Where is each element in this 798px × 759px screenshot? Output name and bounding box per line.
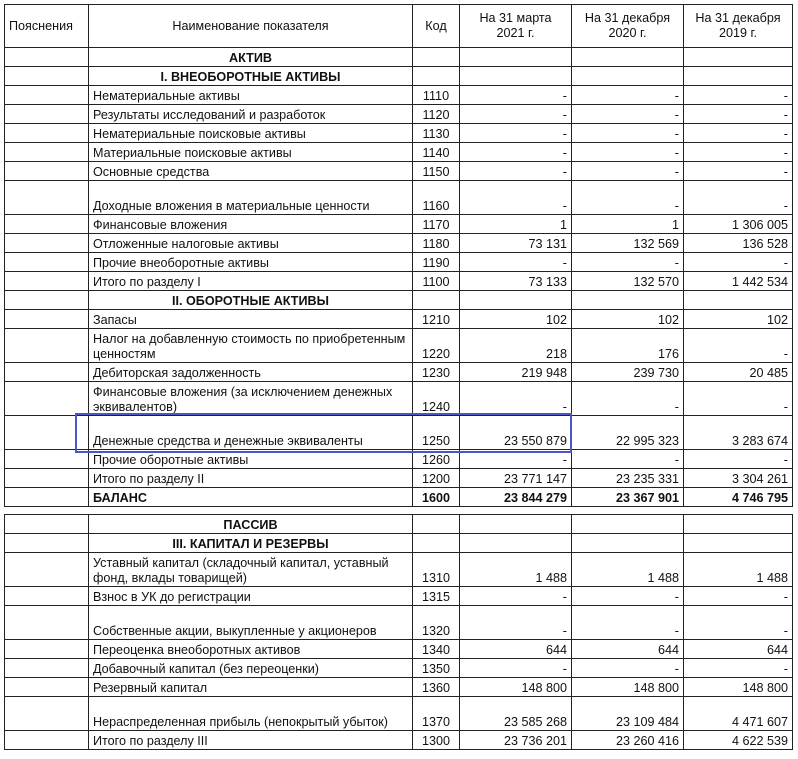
value-2021-03: 102 — [460, 310, 572, 329]
value-2020-12: - — [572, 181, 684, 215]
value-2019-12: - — [684, 587, 793, 606]
section2-title: II. ОБОРОТНЫЕ АКТИВЫ — [89, 291, 413, 310]
indicator-code: 1100 — [413, 272, 460, 291]
value-2021-03: - — [460, 124, 572, 143]
notes-cell — [5, 382, 89, 416]
table-row — [5, 181, 793, 215]
value-2019-12: - — [684, 606, 793, 640]
value-2021-03: - — [460, 253, 572, 272]
indicator-name: Материальные поисковые активы — [89, 143, 413, 162]
liability-section — [5, 515, 793, 750]
section1-title: I. ВНЕОБОРОТНЫЕ АКТИВЫ — [89, 67, 413, 86]
indicator-code: 1240 — [413, 382, 460, 416]
indicator-code: 1260 — [413, 450, 460, 469]
indicator-name: Итого по разделу I — [89, 272, 413, 291]
indicator-code: 1230 — [413, 363, 460, 382]
table-row — [5, 659, 793, 678]
notes-cell — [5, 162, 89, 181]
indicator-name: Финансовые вложения — [89, 215, 413, 234]
value-2020-12: 148 800 — [572, 678, 684, 697]
indicator-code: 1120 — [413, 105, 460, 124]
table-row — [5, 731, 793, 750]
value-2020-12: 102 — [572, 310, 684, 329]
header-notes: Пояснения — [5, 5, 89, 48]
value-2019-12: - — [684, 659, 793, 678]
value-2019-12: 148 800 — [684, 678, 793, 697]
indicator-name: Прочие оборотные активы — [89, 450, 413, 469]
header-col1: На 31 марта 2021 г. — [460, 5, 572, 48]
indicator-name: Резервный капитал — [89, 678, 413, 697]
table-row — [5, 215, 793, 234]
value-2020-12: 132 570 — [572, 272, 684, 291]
value-2019-12: 3 304 261 — [684, 469, 793, 488]
value-2019-12: 4 746 795 — [684, 488, 793, 507]
value-2021-03: 73 131 — [460, 234, 572, 253]
value-2021-03: 23 771 147 — [460, 469, 572, 488]
indicator-code: 1190 — [413, 253, 460, 272]
indicator-code: 1220 — [413, 329, 460, 363]
indicator-name: Основные средства — [89, 162, 413, 181]
value-2019-12: - — [684, 86, 793, 105]
notes-cell — [5, 215, 89, 234]
notes-cell — [5, 469, 89, 488]
value-2019-12: - — [684, 253, 793, 272]
value-2019-12: 3 283 674 — [684, 416, 793, 450]
value-2019-12: 1 306 005 — [684, 215, 793, 234]
table-row — [5, 606, 793, 640]
value-2020-12: - — [572, 659, 684, 678]
value-2021-03: 148 800 — [460, 678, 572, 697]
table-row — [5, 143, 793, 162]
value-2020-12: 1 — [572, 215, 684, 234]
indicator-code: 1320 — [413, 606, 460, 640]
notes-cell — [5, 553, 89, 587]
value-2021-03: 644 — [460, 640, 572, 659]
header-name: Наименование показателя — [89, 5, 413, 48]
notes-cell — [5, 86, 89, 105]
indicator-name: Запасы — [89, 310, 413, 329]
indicator-name: Итого по разделу III — [89, 731, 413, 750]
indicator-code: 1300 — [413, 731, 460, 750]
value-2020-12: - — [572, 105, 684, 124]
value-2020-12: 1 488 — [572, 553, 684, 587]
balance-table — [4, 4, 793, 507]
value-2019-12: 644 — [684, 640, 793, 659]
value-2020-12: 644 — [572, 640, 684, 659]
value-2021-03: 218 — [460, 329, 572, 363]
notes-cell — [5, 450, 89, 469]
liability-title: ПАССИВ — [89, 515, 413, 534]
value-2020-12: - — [572, 450, 684, 469]
indicator-name: Нематериальные активы — [89, 86, 413, 105]
value-2021-03: 1 488 — [460, 553, 572, 587]
indicator-name: Добавочный капитал (без переоценки) — [89, 659, 413, 678]
indicator-code: 1210 — [413, 310, 460, 329]
notes-cell — [5, 124, 89, 143]
asset-title: АКТИВ — [89, 48, 413, 67]
value-2021-03: 23 736 201 — [460, 731, 572, 750]
indicator-name: БАЛАНС — [89, 488, 413, 507]
value-2020-12: 239 730 — [572, 363, 684, 382]
header-col3: На 31 декабря 2019 г. — [684, 5, 793, 48]
value-2019-12: 1 488 — [684, 553, 793, 587]
table-row — [5, 587, 793, 606]
value-2020-12: - — [572, 86, 684, 105]
value-2021-03: - — [460, 181, 572, 215]
indicator-name: Нераспределенная прибыль (непокрытый убыток) — [89, 697, 413, 731]
indicator-code: 1180 — [413, 234, 460, 253]
indicator-code: 1250 — [413, 416, 460, 450]
value-2019-12: - — [684, 450, 793, 469]
indicator-name: Доходные вложения в материальные ценности — [89, 181, 413, 215]
notes-cell — [5, 310, 89, 329]
table-row — [5, 329, 793, 363]
value-2020-12: - — [572, 162, 684, 181]
table-row — [5, 553, 793, 587]
table-row — [5, 416, 793, 450]
section2-title-row — [5, 291, 793, 310]
value-2020-12: 23 235 331 — [572, 469, 684, 488]
asset-title-row — [5, 48, 793, 67]
notes-cell — [5, 329, 89, 363]
table-row — [5, 162, 793, 181]
value-2019-12: - — [684, 105, 793, 124]
value-2021-03: 219 948 — [460, 363, 572, 382]
value-2019-12: 102 — [684, 310, 793, 329]
indicator-name: Результаты исследований и разработок — [89, 105, 413, 124]
value-2020-12: - — [572, 143, 684, 162]
indicator-name: Прочие внеоборотные активы — [89, 253, 413, 272]
value-2019-12: - — [684, 329, 793, 363]
indicator-code: 1340 — [413, 640, 460, 659]
value-2019-12: 1 442 534 — [684, 272, 793, 291]
indicator-code: 1350 — [413, 659, 460, 678]
value-2021-03: - — [460, 105, 572, 124]
value-2020-12: 22 995 323 — [572, 416, 684, 450]
indicator-name: Дебиторская задолженность — [89, 363, 413, 382]
table-row — [5, 234, 793, 253]
indicator-code: 1200 — [413, 469, 460, 488]
notes-cell — [5, 640, 89, 659]
indicator-name: Отложенные налоговые активы — [89, 234, 413, 253]
value-2020-12: - — [572, 606, 684, 640]
section3-title-row — [5, 534, 793, 553]
value-2021-03: - — [460, 143, 572, 162]
value-2021-03: - — [460, 162, 572, 181]
notes-cell — [5, 731, 89, 750]
table-row — [5, 105, 793, 124]
value-2019-12: 4 622 539 — [684, 731, 793, 750]
indicator-code: 1130 — [413, 124, 460, 143]
indicator-code: 1360 — [413, 678, 460, 697]
indicator-code: 1170 — [413, 215, 460, 234]
indicator-code: 1315 — [413, 587, 460, 606]
table-row — [5, 469, 793, 488]
value-2021-03: - — [460, 86, 572, 105]
value-2020-12: 23 260 416 — [572, 731, 684, 750]
notes-cell — [5, 105, 89, 124]
header-col2: На 31 декабря 2020 г. — [572, 5, 684, 48]
value-2019-12: 20 485 — [684, 363, 793, 382]
indicator-name: Денежные средства и денежные эквиваленты — [89, 416, 413, 450]
indicator-name: Финансовые вложения (за исключением денежных эквивалентов) — [89, 382, 413, 416]
table-row — [5, 450, 793, 469]
indicator-name: Собственные акции, выкупленные у акционеров — [89, 606, 413, 640]
notes-cell — [5, 363, 89, 382]
asset-section — [5, 48, 793, 507]
notes-cell — [5, 697, 89, 731]
value-2021-03: - — [460, 606, 572, 640]
value-2019-12: 136 528 — [684, 234, 793, 253]
liability-title-row — [5, 515, 793, 534]
notes-cell — [5, 587, 89, 606]
notes-cell — [5, 143, 89, 162]
notes-cell — [5, 678, 89, 697]
value-2020-12: - — [572, 253, 684, 272]
indicator-code: 1140 — [413, 143, 460, 162]
value-2021-03: - — [460, 450, 572, 469]
indicator-code: 1150 — [413, 162, 460, 181]
value-2021-03: - — [460, 382, 572, 416]
value-2019-12: - — [684, 124, 793, 143]
table-row — [5, 86, 793, 105]
header-code: Код — [413, 5, 460, 48]
indicator-name: Налог на добавленную стоимость по приобретенным ценностям — [89, 329, 413, 363]
value-2021-03: 23 844 279 — [460, 488, 572, 507]
indicator-name: Уставный капитал (складочный капитал, уставный фонд, вклады товарищей) — [89, 553, 413, 587]
table-row — [5, 697, 793, 731]
table-row — [5, 363, 793, 382]
liability-table — [4, 514, 793, 750]
value-2020-12: 23 367 901 — [572, 488, 684, 507]
indicator-code: 1600 — [413, 488, 460, 507]
value-2019-12: - — [684, 143, 793, 162]
value-2021-03: 23 585 268 — [460, 697, 572, 731]
table-row — [5, 310, 793, 329]
indicator-code: 1310 — [413, 553, 460, 587]
table-row — [5, 124, 793, 143]
value-2020-12: 176 — [572, 329, 684, 363]
notes-cell — [5, 606, 89, 640]
notes-cell — [5, 659, 89, 678]
value-2020-12: - — [572, 124, 684, 143]
indicator-name: Взнос в УК до регистрации — [89, 587, 413, 606]
indicator-name: Итого по разделу II — [89, 469, 413, 488]
indicator-name: Переоценка внеоборотных активов — [89, 640, 413, 659]
notes-cell — [5, 181, 89, 215]
notes-cell — [5, 253, 89, 272]
value-2020-12: - — [572, 587, 684, 606]
value-2019-12: - — [684, 162, 793, 181]
balance-row — [5, 488, 793, 507]
indicator-code: 1160 — [413, 181, 460, 215]
value-2020-12: 23 109 484 — [572, 697, 684, 731]
notes-cell — [5, 272, 89, 291]
value-2020-12: - — [572, 382, 684, 416]
value-2021-03: - — [460, 659, 572, 678]
balance-sheet-document — [4, 4, 792, 750]
value-2020-12: 132 569 — [572, 234, 684, 253]
table-row — [5, 382, 793, 416]
value-2019-12: - — [684, 382, 793, 416]
indicator-code: 1110 — [413, 86, 460, 105]
value-2021-03: - — [460, 587, 572, 606]
table-header-row — [5, 5, 793, 48]
indicator-name: Нематериальные поисковые активы — [89, 124, 413, 143]
value-2021-03: 23 550 879 — [460, 416, 572, 450]
table-row — [5, 678, 793, 697]
indicator-code: 1370 — [413, 697, 460, 731]
section3-title: III. КАПИТАЛ И РЕЗЕРВЫ — [89, 534, 413, 553]
table-row — [5, 640, 793, 659]
value-2019-12: - — [684, 181, 793, 215]
table-row — [5, 272, 793, 291]
value-2021-03: 1 — [460, 215, 572, 234]
section1-title-row — [5, 67, 793, 86]
value-2021-03: 73 133 — [460, 272, 572, 291]
value-2019-12: 4 471 607 — [684, 697, 793, 731]
notes-cell — [5, 234, 89, 253]
table-row — [5, 253, 793, 272]
notes-cell — [5, 416, 89, 450]
notes-cell — [5, 488, 89, 507]
